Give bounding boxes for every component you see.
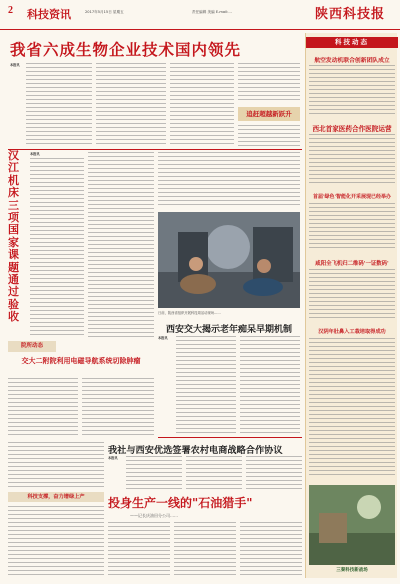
sidebar-item-body xyxy=(309,269,395,321)
editors-line: 责任编辑 美编 E-mail:... xyxy=(192,10,232,14)
main-headline: 我省六成生物企业技术国内领先 xyxy=(10,40,242,59)
center-story-text-2 xyxy=(240,336,300,436)
feature-subtitle: ——记长庆油田分公司…… xyxy=(130,513,178,518)
left-story-text-1 xyxy=(30,158,84,338)
main-story-column-3 xyxy=(170,63,234,147)
lower-left-text-1 xyxy=(8,442,104,488)
main-story-column-2 xyxy=(96,63,166,147)
subhead-institutes: 院所动态 xyxy=(8,341,56,352)
bottom-story-text-1 xyxy=(126,456,182,490)
bottom-story-text-2 xyxy=(186,456,242,490)
sidebar-item-body xyxy=(309,65,395,117)
photo-illustration xyxy=(158,212,300,308)
left-story-text-2 xyxy=(88,152,154,338)
center-headline: 西安交大揭示老年痴呆早期机制 xyxy=(165,325,292,335)
center-text-top xyxy=(158,152,300,208)
center-story-byline: 本报讯 xyxy=(158,336,168,340)
section-name: 科技资讯 xyxy=(27,8,71,21)
main-story-column-1 xyxy=(26,63,92,147)
newspaper-logo: 陕西科技报 xyxy=(315,7,386,22)
center-story-text-1 xyxy=(176,336,236,436)
main-story-column-4 xyxy=(238,63,300,103)
sidebar-photo-illustration xyxy=(309,485,395,565)
bottom-story-byline: 本报讯 xyxy=(108,456,118,460)
lower-left-subhead: 科技支撑，奋力增绿上产 xyxy=(8,492,104,502)
feature-headline: 投身生产一线的"石油猎手" xyxy=(108,496,253,510)
photo-caption: 日前，陕西省组织开展科技周活动现场…… xyxy=(158,311,221,315)
sidebar-header: 科技动态 xyxy=(306,37,398,48)
feature-text-3 xyxy=(240,522,302,578)
story2-text-2 xyxy=(82,378,154,436)
tagline: 追赶超越新跃升 xyxy=(246,110,292,118)
news-sidebar xyxy=(305,33,397,578)
tagline-box xyxy=(238,107,300,121)
main-story-byline: 本报讯 xyxy=(10,63,20,67)
issue-date: 2017年5月15日 星期五 xyxy=(85,10,124,14)
sidebar-item-title: 汉阴年肚鼻入工栽培取得成功 xyxy=(318,329,386,335)
sidebar-item-body xyxy=(309,203,395,251)
sidebar-photo xyxy=(309,485,395,565)
sidebar-item-title: 咸阳全飞机归二维码'一证数码' xyxy=(315,261,389,267)
main-story-column-5 xyxy=(238,125,300,147)
bottom-headline: 我社与西安优选签署农村电商战略合作协议 xyxy=(108,445,283,456)
sidebar-item-title: 首届'绿色'智能化开采展现已经举办 xyxy=(312,194,392,200)
feature-text-2 xyxy=(174,522,236,578)
story2-headline xyxy=(8,356,154,366)
sidebar-item-title: 西北首家医药合作医院运营 xyxy=(312,125,392,133)
sidebar-bottom-label: 三秦科技新战场 xyxy=(336,568,368,573)
divider xyxy=(158,437,302,438)
story2-headline-text: 交大二附院利用电磁导航系统切除肿瘤 xyxy=(21,357,141,365)
vertical-title: 汉江机床三项国家课题通过验收 xyxy=(8,149,19,324)
masthead xyxy=(0,0,400,30)
left-story-byline: 本报讯 xyxy=(30,152,40,156)
lower-left-text-2 xyxy=(8,506,104,578)
feature-text-1 xyxy=(108,522,170,578)
sidebar-item-title: 航空发动机联合创新团队成立 xyxy=(314,58,390,64)
sidebar-item-body xyxy=(309,134,395,186)
bottom-story-text-3 xyxy=(246,456,302,490)
page-number: 2 xyxy=(8,5,13,16)
story2-text-1 xyxy=(8,378,78,436)
news-photo xyxy=(158,212,300,308)
feature-banner xyxy=(108,494,304,516)
sidebar-item-body xyxy=(309,338,395,478)
divider xyxy=(8,149,302,150)
